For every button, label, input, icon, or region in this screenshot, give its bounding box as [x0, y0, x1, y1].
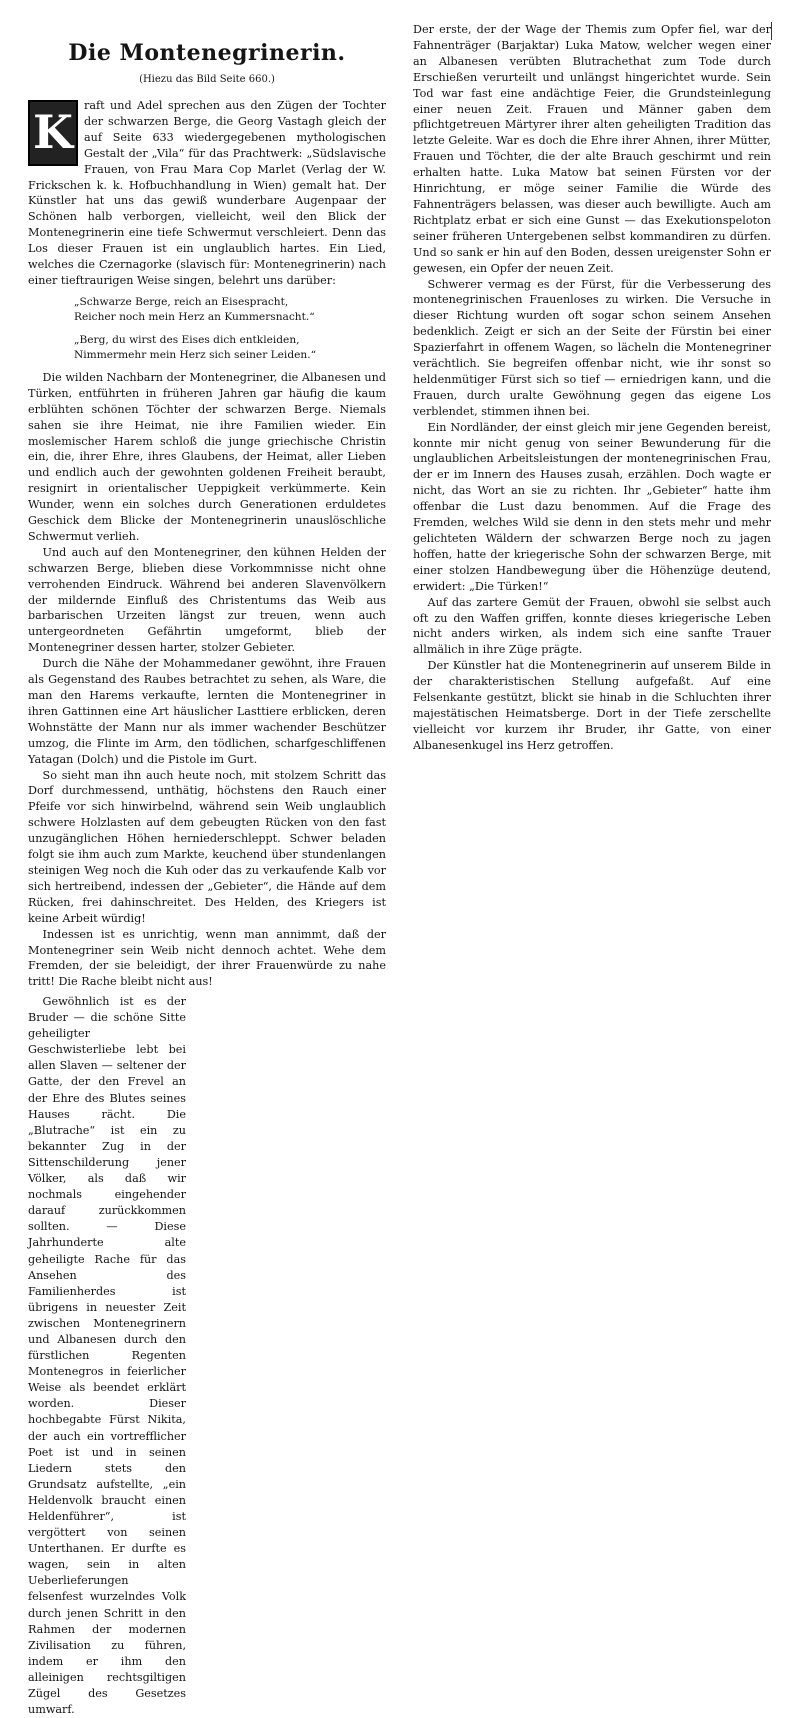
article-subtitle: (Hiezu das Bild Seite 660.) — [139, 74, 275, 85]
intro-paragraph — [28, 98, 386, 289]
verse-line: Nimmermehr mein Herz sich seiner Leiden.“ — [74, 349, 316, 362]
right-column — [413, 22, 771, 754]
body-paragraph: Gewöhnlich ist es der Bruder — die schöne Sitte geheiligter Geschwisterliebe lebt bei allen Slaven — seltener der Gatte, der den Frevel an der Ehre des Blutes seines Hauses rächt. Die „Blutrache“ ist ein zu bekannter Zug in der Sittenschilderung jener Völker, als daß wir nochmals eingehender darauf zurückkommen sollten. — Diese Jahrhunderte alte geheiligte Rache für das Ansehen des Familienherdes ist übrigens in neuester Zeit zwischen Montenegrinern und Albanesen durch den fürstlichen Regenten Montenegros in feierlicher Weise als beendet erklärt worden. Dieser hochbegabte Fürst Nikita, der auch ein vortrefflicher Poet ist und in seinen Liedern stets den Grundsatz aufstellte, „ein Heldenvolk braucht einen Heldenführer“, ist vergöttert von seinen Unterthanen. Er durfte es wagen, sein in alten Ueberlieferungen felsenfest wurzelndes Volk durch jenen Schritt in den Rahmen der modernen Zivilisation zu führen, indem er ihm den alleinigen rechtsgiltigen Zügel des Gesetzes umwarf. — [28, 995, 186, 1717]
article-title: Die Montenegrinerin. — [68, 40, 346, 66]
column-rule — [771, 22, 772, 40]
body-paragraph: Der Künstler hat die Montenegrinerin auf unserem Bilde in der charakteristischen Stellung aufgefaßt. Auf eine Felsenkante gestützt, blickt sie hinab in die Schluchten ihrer majestätischen Heimatsberge. Dort in der Tiefe zerschellte vielleicht vor kurzem ihr Bruder, ihr Gatte, von einer Albanesenkugel ins Herz getroffen. — [413, 659, 771, 752]
left-column — [28, 98, 386, 990]
body-paragraph: Indessen ist es unrichtig, wenn man annimmt, daß der Montenegriner sein Weib nicht dennoch achtet. Wehe dem Fremden, der sie beleidigt, der ihrer Frauenwürde zu nahe tritt! Die Rache bleibt nicht aus! — [28, 927, 386, 989]
verse-line: „Schwarze Berge, reich an Eisespracht, — [74, 295, 289, 308]
body-paragraph: So sieht man ihn auch heute noch, mit stolzem Schritt das Dorf durchmessend, unthätig, höchstens den Rauch einer Pfeife vor sich hinwirbelnd, während sein Weib unglaublich schwere Holzlasten auf dem gebeugten Rücken von den fast unzugänglichen Höhen herniederschleppt. Schwer beladen folgt sie ihm auch zum Markte, keuchend über stundenlangen steinigen Weg noch die Kuh oder das zu verkaufende Kalb vor sich hertreibend, indessen der „Gebieter“, die Hände auf dem Rücken, frei dahinschreitet. Des Helden, des Kriegers ist keine Arbeit würdig! — [28, 768, 386, 925]
body-paragraph: Und auch auf den Montenegriner, den kühnen Helden der schwarzen Berge, blieben diese Vorkommnisse nicht ohne verrohenden Eindruck. Während bei anderen Slavenvölkern der mildernde Einfluß des Christentums das Weib aus barbarischen Urzeiten längst zur treuen, wenn auch untergeordneten Gefährtin umgeformt, blieb der Montenegriner dessen harter, stolzer Gebieter. — [28, 545, 386, 655]
dropcap-initial: K — [28, 100, 78, 166]
body-paragraph: Auf das zartere Gemüt der Frauen, obwohl sie selbst auch oft zu den Waffen griffen, konnte dieses kriegerische Leben nicht anders wirken, als indem sich eine sanfte Trauer allmälich in ihre Züge prägte. — [413, 595, 771, 657]
verse-line: „Berg, du wirst des Eises dich entkleiden, — [74, 333, 300, 346]
left-narrow-column — [28, 994, 186, 1718]
body-paragraph: Schwerer vermag es der Fürst, für die Verbesserung des montenegrinischen Frauenloses zu wirken. Die Versuche in dieser Richtung wurden oft sogar schon seinem Ansehen bedenklich. Zeigt er sich an der Seite der Fürstin bei einer Spazierfahrt in offenem Wagen, so lächeln die Montenegriner verächtlich. Sie begreifen offenbar nicht, wie ihr sonst so heldenmütiger Fürst sich so tief — erniedrigen kann, und die Frauen, durch uralte Gewöhnung gegen das eigene Los verblendet, stimmen ihnen bei. — [413, 277, 771, 418]
verse-line: Reicher noch mein Herz an Kummersnacht.“ — [74, 311, 315, 324]
body-paragraph: Ein Nordländer, der einst gleich mir jene Gegenden bereist, konnte mir nicht genug von seiner Bewunderung für die unglaublichen Arbeitsleistungen der montenegrinischen Frau, der er im Innern des Hauses zusah, erzählen. Doch wagte er nicht, das Wort an sie zu richten. Ihr „Gebieter“ hatte ihm offenbar die Lust dazu benommen. Auf die Frage des Fremden, welches Wild sie denn in den stets mehr und mehr gelichteten Wäldern der schwarzen Berge noch zu jagen hoffen, hatte der kriegerische Sohn der schwarzen Berge, mit einer stolzen Handbewegung über die Höhenzüge deutend, erwidert: „Die Türken!“ — [413, 420, 771, 593]
verse-block — [74, 295, 386, 364]
body-paragraph: Durch die Nähe der Mohammedaner gewöhnt, ihre Frauen als Gegenstand des Raubes betrachtet zu sehen, als Ware, die man den Harems verkaufte, lernten die Montenegriner in ihren Gattinnen eine Art häuslicher Lasttiere erblicken, deren Wohnstätte der Mann nur als immer wachender Beschützer umzog, die Flinte im Arm, den tödlichen, scharfgeschliffenen Yatagan (Dolch) und die Pistole im Gurt. — [28, 657, 386, 766]
body-paragraph: Die wilden Nachbarn der Montenegriner, die Albanesen und Türken, entführten in früheren Jahren gar häufig die kaum erblühten schönen Töchter der schwarzen Berge. Niemals sahen sie ihre Heimat, nie ihre Familien wieder. Ein moslemischer Harem schloß die junge griechische Christin ein, die, ihrer Ehre, ihres Glaubens, der Heimat, aller Lieben und endlich auch der gewohnten goldenen Freiheit beraubt, resignirt in orientalischer Ueppigkeit verkümmerte. Kein Wunder, wenn ein solches durch Generationen erduldetes Geschick dem Blicke der Montenegrinerin unauslöschliche Schwermut verlieh. — [28, 370, 386, 543]
body-paragraph: Der erste, der der Wage der Themis zum Opfer fiel, war der Fahnenträger (Barjaktar) Luka Matow, welcher wegen einer an Albanesen verübten Blutrachethat zum Tode durch Erschießen verurteilt und unlängst hingerichtet wurde. Sein Tod war fast eine andächtige Feier, die Grundsteinlegung einer neuen Zeit. Frauen und Männer gaben dem pflichtgetreuen Märtyrer ihrer alten geheiligten Tradition das letzte Geleite. War es doch die Ehre ihrer Ahnen, ihrer Mütter, Frauen und Töchter, die der alte Brauch geschirmt und rein erhalten hatte. Luka Matow bat seinen Fürsten vor der Hinrichtung, er möge seiner Familie die Würde des Fahnenträgers belassen, was dieser auch bewilligte. Auch am Richtplatz erbat er sich eine Gunst — das Exekutionspeloton seiner früheren Untergebenen selbst kommandiren zu dürfen. Und so sank er hin auf den Boden, dessen ureigenster Sohn er gewesen, ein Opfer der neuen Zeit. — [413, 23, 771, 275]
intro-text: raft und Adel sprechen aus den Zügen der Tochter der schwarzen Berge, die Georg Vastagh gleich der auf Seite 633 wiedergegebenen mythologischen Gestalt der „Vila“ für das Prachtwerk: „Südslavische Frauen, von Frau Mara Cop Marlet (Verlag der W. Frickschen k. k. Hofbuchhandlung in Wien) gemalt hat. Der Künstler hat uns das gewiß wunderbare Augenpaar der Schönen halb verborgen, vielleicht, weil den Blick der Montenegrinerin eine tiefe Schwermut verschleiert. Denn das Los dieser Frauen ist ein unglaublich hartes. Ein Lied, welches die Czernagorke (slavisch für: Montenegrinerin) nach einer tieftraurigen Weise singen, belehrt uns darüber: — [28, 99, 386, 287]
